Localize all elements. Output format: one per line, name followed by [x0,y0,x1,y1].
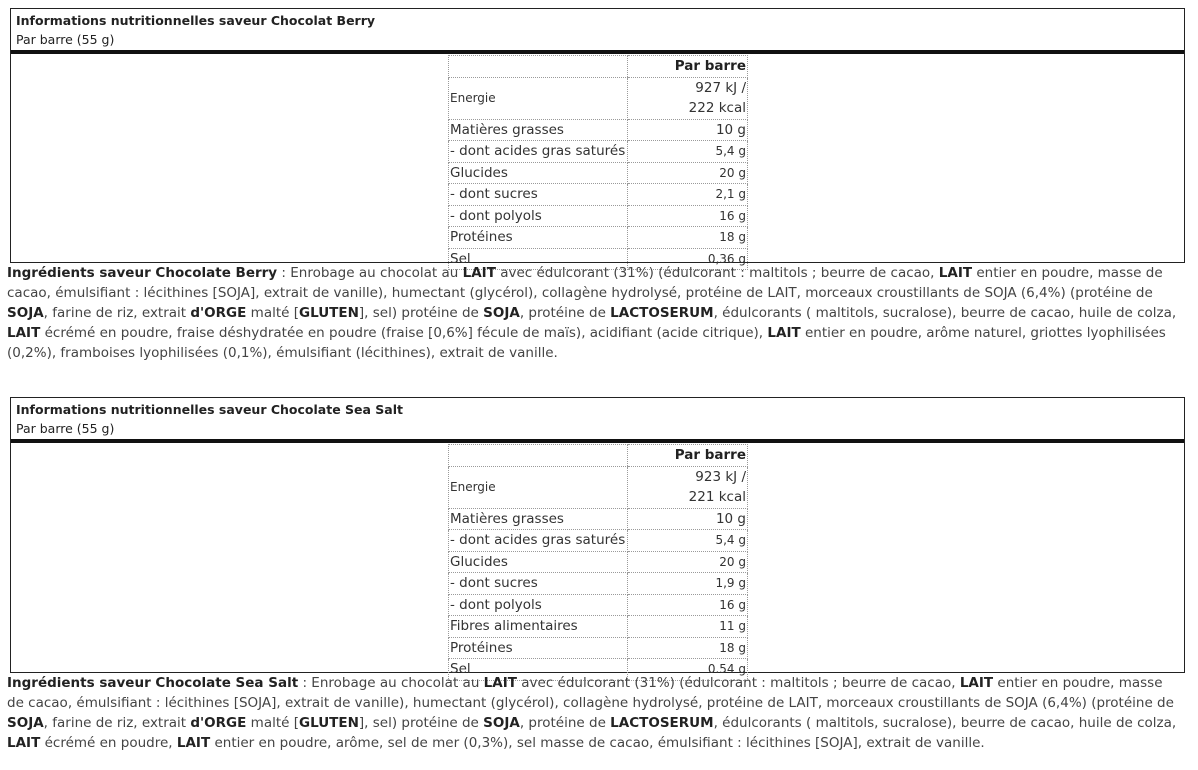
table-header-row [449,445,748,467]
ingredient-text: écrémé en poudre, fraise déshydratée en poudre (fraise [0,6%] fécule de maïs), acidifiant (acide citrique), [40,325,768,341]
ingredient-highlight: LAIT [959,675,994,691]
ingredient-text: , édulcorants ( maltitols, sucralose), beurre de cacao, huile de colza, [713,715,1177,731]
energy-kj: 923 kJ / [695,469,746,485]
ingredient-text: ], sel) protéine de [358,715,484,731]
table-row [449,594,748,616]
ingredient-text: malté [ [246,715,299,731]
ingredient-highlight: LAIT [938,265,973,281]
ingredient-highlight: LAIT [483,675,517,691]
table-row [449,119,748,141]
ingredient-highlight: Ingrédients saveur Chocolate Sea Salt [7,675,299,691]
energy-row [449,466,748,508]
ingredient-text: entier en poudre, arôme naturel, griottes lyophilisées (0,2%), framboises lyophilisées (0,1%), émulsifiant (lécithines), extrait de vanille. [7,325,1166,361]
table-header-row [449,56,748,78]
nutrient-value: 18 g [628,637,748,659]
nutrient-value: 16 g [628,205,748,227]
nutrient-value: 0.54 g [628,659,748,681]
nutrient-label: Fibres alimentaires [449,616,628,638]
energy-kcal: 222 kcal [688,100,746,116]
nutrient-value: 10 g [628,119,748,141]
table-row [449,551,748,573]
nutrient-value: 10 g [628,508,748,530]
energy-value [628,77,748,119]
nutrient-value: 11 g [628,616,748,638]
nutrient-label: Matières grasses [449,508,628,530]
divider-bar [11,50,1184,54]
energy-value [628,466,748,508]
nutrient-value: 2,1 g [628,184,748,206]
nutrient-value: 5,4 g [628,530,748,552]
nutrition-table [448,55,748,270]
table-row [449,508,748,530]
energy-row [449,77,748,119]
ingredient-text: malté [ [246,305,299,321]
nutrient-label: - dont polyols [449,205,628,227]
nutrition-table [448,444,748,681]
nutrient-value: 0,36 g [628,248,748,270]
ingredient-text: , édulcorants ( maltitols, sucralose), beurre de cacao, huile de colza, [713,305,1177,321]
ingredient-text: entier en poudre, masse de cacao, émulsifiant : lécithines [SOJA], extrait de vanille), humectant (glycérol), collagène hydrolysé, protéine de LAIT, morceaux croustillants de SOJA (6,4%) (protéine de [7,675,1174,711]
nutrient-value: 1,9 g [628,573,748,595]
table-row [449,227,748,249]
ingredient-highlight: GLUTEN [299,305,359,321]
ingredient-highlight: LAIT [7,735,41,751]
ingredient-text: , farine de riz, extrait [43,305,191,321]
nutrition-box-chocolate-sea-salt [10,397,1185,678]
ingredient-text: , farine de riz, extrait [43,715,191,731]
nutrient-label: Matières grasses [449,119,628,141]
nutrient-label: - dont sucres [449,184,628,206]
nutrition-title: Informations nutritionnelles saveur Chocolat Berry [16,13,376,28]
nutrient-value: 18 g [628,227,748,249]
ingredient-text: : Enrobage au chocolat au [298,675,484,691]
ingredient-text: écrémé en poudre, [40,735,177,751]
nutrient-label: Protéines [449,637,628,659]
ingredients-chocolate-sea-salt [7,673,1183,753]
serving-size: Par barre (55 g) [16,421,115,436]
ingredient-highlight: GLUTEN [299,715,359,731]
ingredient-text: ], sel) protéine de [358,305,484,321]
ingredient-text: avec édulcorant (31%) (édulcorant : maltitols ; beurre de cacao, [495,265,939,281]
ingredient-highlight: d'ORGE [190,305,247,321]
table-row [449,530,748,552]
ingredient-highlight: LACTOSERUM [610,305,714,321]
ingredient-highlight: SOJA [483,305,520,321]
energy-label: Energie [449,77,628,119]
nutrient-label: Glucides [449,162,628,184]
ingredient-highlight: d'ORGE [190,715,247,731]
nutrient-value: 20 g [628,551,748,573]
nutrient-value: 16 g [628,594,748,616]
nutrient-label: - dont acides gras saturés [449,141,628,163]
energy-kj: 927 kJ / [695,80,746,96]
ingredient-highlight: SOJA [7,715,44,731]
table-row [449,637,748,659]
ingredients-chocolate-berry [7,263,1183,363]
column-header: Par barre [628,56,748,78]
ingredient-highlight: LAIT [7,325,41,341]
nutrient-label: Sel [449,659,628,681]
nutrient-label: - dont polyols [449,594,628,616]
nutrient-value: 5,4 g [628,141,748,163]
table-row [449,205,748,227]
nutrient-label: Glucides [449,551,628,573]
ingredient-text: , protéine de [519,305,611,321]
nutrition-title: Informations nutritionnelles saveur Chocolate Sea Salt [16,402,403,417]
ingredient-highlight: LAIT [767,325,801,341]
ingredient-highlight: LAIT [176,735,211,751]
blank-header-cell [449,445,628,467]
table-row [449,184,748,206]
nutrient-label: Protéines [449,227,628,249]
ingredient-highlight: LAIT [462,265,496,281]
ingredient-text: entier en poudre, arôme, sel de mer (0,3%), sel masse de cacao, émulsifiant : lécithines [SOJA], extrait de vanille. [210,735,985,751]
energy-label: Energie [449,466,628,508]
table-row [449,573,748,595]
ingredient-text: , protéine de [519,715,611,731]
ingredient-highlight: LACTOSERUM [610,715,714,731]
ingredient-text: avec édulcorant (31%) (édulcorant : maltitols ; beurre de cacao, [516,675,960,691]
nutrient-label: - dont sucres [449,573,628,595]
ingredient-highlight: Ingrédients saveur Chocolate Berry [7,265,278,281]
energy-kcal: 221 kcal [688,489,746,505]
blank-header-cell [449,56,628,78]
nutrient-value: 20 g [628,162,748,184]
column-header: Par barre [628,445,748,467]
ingredient-text: entier en poudre, masse de cacao, émulsifiant : lécithines [SOJA], extrait de vanille), humectant (glycérol), collagène hydrolysé, protéine de LAIT, morceaux croustillants de SOJA (6,4%) (protéine de [7,265,1163,301]
serving-size: Par barre (55 g) [16,32,115,47]
ingredient-highlight: SOJA [7,305,44,321]
ingredient-text: : Enrobage au chocolat au [277,265,463,281]
nutrient-label: Sel [449,248,628,270]
ingredient-highlight: SOJA [483,715,520,731]
table-row [449,162,748,184]
table-row [449,141,748,163]
nutrient-label: - dont acides gras saturés [449,530,628,552]
divider-bar [11,439,1184,443]
table-row [449,616,748,638]
nutrition-box-chocolat-berry [10,8,1185,267]
